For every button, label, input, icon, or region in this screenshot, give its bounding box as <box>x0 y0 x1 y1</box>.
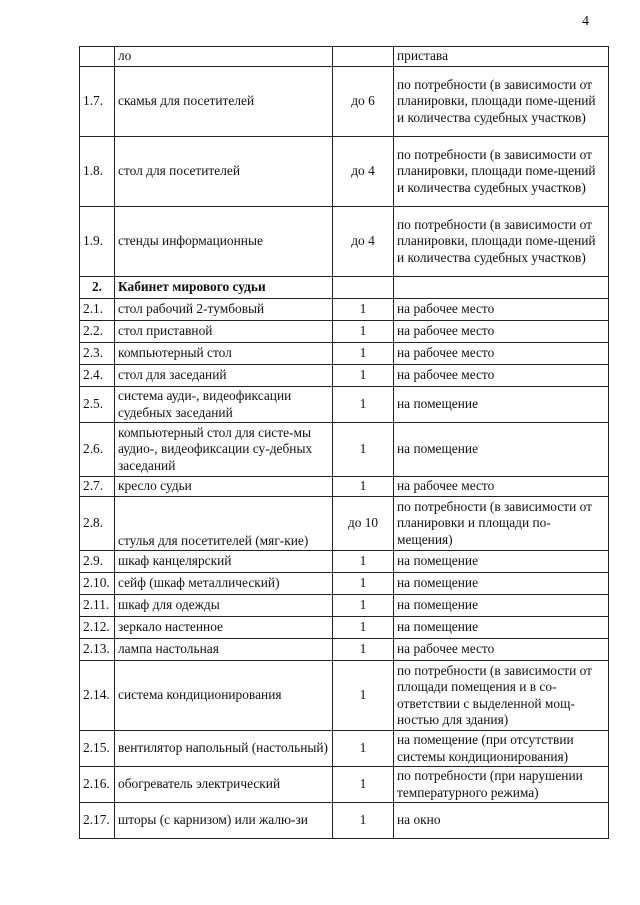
row-number: 1.7. <box>80 67 115 137</box>
item-quantity: 1 <box>333 343 394 365</box>
table-row <box>80 299 609 321</box>
item-quantity: 1 <box>333 803 394 839</box>
row-number: 2.4. <box>80 365 115 387</box>
item-note: по потребности (при нарушении температурного режима) <box>394 767 609 803</box>
item-quantity: 1 <box>333 573 394 595</box>
item-quantity: до 10 <box>333 497 394 551</box>
item-quantity: 1 <box>333 767 394 803</box>
table-row <box>80 639 609 661</box>
item-name: компьютерный стол для систе-мы аудио-, видеофиксации су-дебных заседаний <box>115 423 333 477</box>
item-quantity: 1 <box>333 387 394 423</box>
item-name: стол рабочий 2-тумбовый <box>115 299 333 321</box>
item-note: на помещение <box>394 617 609 639</box>
item-name: ло <box>115 47 333 67</box>
item-note: по потребности (в зависимости от планировки, площади поме-щений и количества судебных участков) <box>394 137 609 207</box>
table-row <box>80 423 609 477</box>
row-number: 2.15. <box>80 731 115 767</box>
table-row <box>80 661 609 731</box>
item-quantity: 1 <box>333 595 394 617</box>
item-quantity <box>333 47 394 67</box>
table-row <box>80 573 609 595</box>
item-quantity: 1 <box>333 551 394 573</box>
item-quantity: до 4 <box>333 137 394 207</box>
table-row <box>80 767 609 803</box>
row-number: 2.11. <box>80 595 115 617</box>
row-number: 2.17. <box>80 803 115 839</box>
row-number: 2.1. <box>80 299 115 321</box>
item-note: на рабочее место <box>394 477 609 497</box>
item-quantity: 1 <box>333 639 394 661</box>
item-note: по потребности (в зависимости от планировки, площади поме-щений и количества судебных участков) <box>394 207 609 277</box>
row-number: 2.14. <box>80 661 115 731</box>
item-quantity: 1 <box>333 423 394 477</box>
table-row <box>80 497 609 551</box>
item-note: пристава <box>394 47 609 67</box>
table-row <box>80 617 609 639</box>
item-name: скамья для посетителей <box>115 67 333 137</box>
item-name: зеркало настенное <box>115 617 333 639</box>
item-note: на рабочее место <box>394 639 609 661</box>
item-note: по потребности (в зависимости от планировки и площади по-мещения) <box>394 497 609 551</box>
item-note: на окно <box>394 803 609 839</box>
row-number: 2.12. <box>80 617 115 639</box>
item-name: система кондиционирования <box>115 661 333 731</box>
row-number: 2.7. <box>80 477 115 497</box>
row-number: 2.6. <box>80 423 115 477</box>
table-row <box>80 207 609 277</box>
item-name: лампа настольная <box>115 639 333 661</box>
item-note: на помещение <box>394 423 609 477</box>
row-number: 2.16. <box>80 767 115 803</box>
item-quantity: 1 <box>333 299 394 321</box>
row-number: 2. <box>80 277 115 299</box>
row-number: 2.5. <box>80 387 115 423</box>
row-number <box>80 47 115 67</box>
page-number: 4 <box>582 14 589 29</box>
item-name: сейф (шкаф металлический) <box>115 573 333 595</box>
item-quantity: 1 <box>333 661 394 731</box>
item-name: стол для заседаний <box>115 365 333 387</box>
item-name: стулья для посетителей (мяг-кие) <box>115 497 333 551</box>
item-note: на помещение <box>394 595 609 617</box>
item-note: на помещение <box>394 387 609 423</box>
table-row <box>80 365 609 387</box>
table-row <box>80 343 609 365</box>
item-quantity <box>333 277 394 299</box>
table-row <box>80 551 609 573</box>
table-row <box>80 803 609 839</box>
table-row <box>80 321 609 343</box>
item-quantity: 1 <box>333 617 394 639</box>
item-quantity: 1 <box>333 731 394 767</box>
row-number: 2.2. <box>80 321 115 343</box>
table-row <box>80 137 609 207</box>
table-row <box>80 595 609 617</box>
row-number: 1.8. <box>80 137 115 207</box>
item-quantity: до 6 <box>333 67 394 137</box>
item-note: на помещение <box>394 573 609 595</box>
item-name: кресло судьи <box>115 477 333 497</box>
table-row <box>80 47 609 67</box>
section-row <box>80 277 609 299</box>
item-name: Кабинет мирового судьи <box>115 277 333 299</box>
item-note: на рабочее место <box>394 343 609 365</box>
table-row <box>80 67 609 137</box>
item-quantity: 1 <box>333 365 394 387</box>
item-note: по потребности (в зависимости от планировки, площади поме-щений и количества судебных участков) <box>394 67 609 137</box>
item-note: на помещение (при отсутствии системы кондиционирования) <box>394 731 609 767</box>
equipment-table-body <box>80 47 609 839</box>
row-number: 2.10. <box>80 573 115 595</box>
item-quantity: 1 <box>333 321 394 343</box>
row-number: 2.3. <box>80 343 115 365</box>
item-name: обогреватель электрический <box>115 767 333 803</box>
item-note: на рабочее место <box>394 365 609 387</box>
item-quantity: до 4 <box>333 207 394 277</box>
item-name: шторы (с карнизом) или жалю-зи <box>115 803 333 839</box>
item-name: стенды информационные <box>115 207 333 277</box>
item-note: на рабочее место <box>394 321 609 343</box>
item-note: на помещение <box>394 551 609 573</box>
table-row <box>80 477 609 497</box>
item-quantity: 1 <box>333 477 394 497</box>
item-note: на рабочее место <box>394 299 609 321</box>
item-name: шкаф канцелярский <box>115 551 333 573</box>
row-number: 2.9. <box>80 551 115 573</box>
item-name: стол приставной <box>115 321 333 343</box>
row-number: 1.9. <box>80 207 115 277</box>
equipment-table <box>79 46 609 839</box>
table-row <box>80 731 609 767</box>
item-note <box>394 277 609 299</box>
table-row <box>80 387 609 423</box>
row-number: 2.13. <box>80 639 115 661</box>
item-name: вентилятор напольный (настольный) <box>115 731 333 767</box>
item-name: шкаф для одежды <box>115 595 333 617</box>
item-note: по потребности (в зависимости от площади помещения и в со-ответствии с выделенной мощ-ностью для здания) <box>394 661 609 731</box>
item-name: стол для посетителей <box>115 137 333 207</box>
item-name: компьютерный стол <box>115 343 333 365</box>
item-name: система ауди-, видеофиксации судебных заседаний <box>115 387 333 423</box>
row-number: 2.8. <box>80 497 115 551</box>
